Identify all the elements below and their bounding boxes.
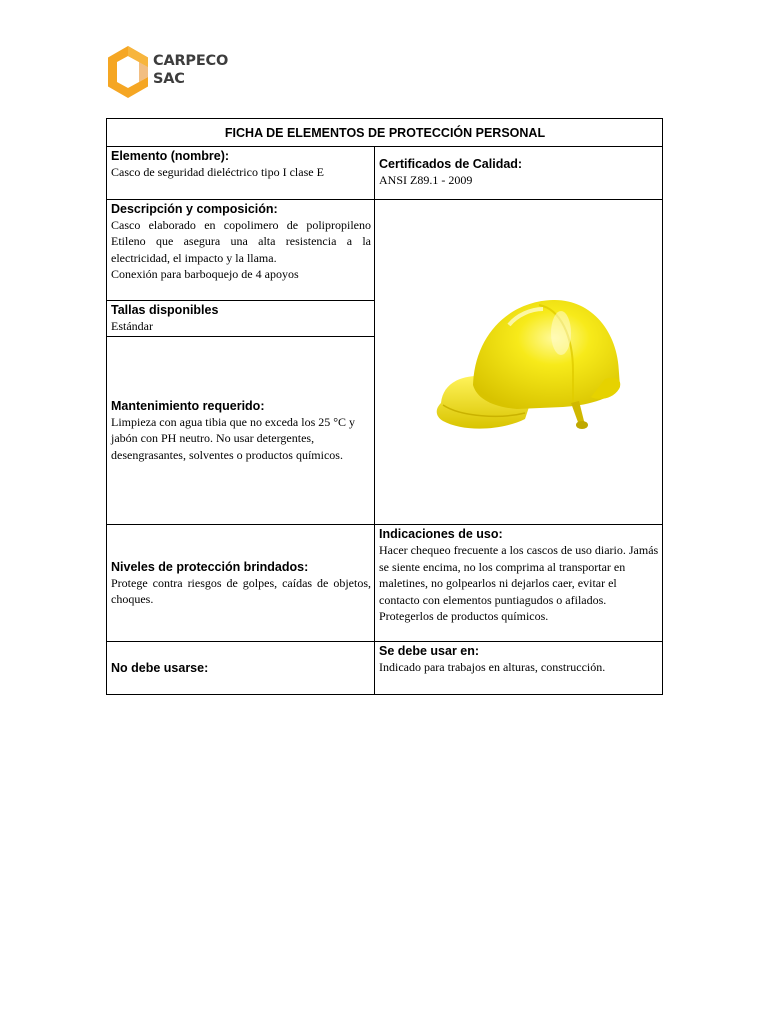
se-debe-cell xyxy=(375,642,663,695)
certificados-cell xyxy=(375,147,663,200)
indicaciones-cell xyxy=(375,525,663,642)
descripcion-cell xyxy=(107,200,375,301)
niveles-cell xyxy=(107,525,375,642)
elemento-value: Casco de seguridad dieléctrico tipo I clase E xyxy=(111,165,324,179)
tallas-label: Tallas disponibles xyxy=(111,303,219,317)
descripcion-value: Casco elaborado en copolimero de polipropileno Etileno que asegura una alta resistencia a la electricidad, el impacto y la llama. xyxy=(111,218,371,265)
company-name-line2: SAC xyxy=(153,71,185,87)
descripcion-label: Descripción y composición: xyxy=(111,202,278,216)
indicaciones-value-2: Protegerlos de productos químicos. xyxy=(379,609,549,624)
company-name-line1: CARPECO xyxy=(153,53,229,69)
certificados-label: Certificados de Calidad: xyxy=(379,157,523,172)
safety-helmet-image xyxy=(413,275,625,445)
elemento-label: Elemento (nombre): xyxy=(111,149,230,163)
tallas-value: Estándar xyxy=(111,319,153,333)
indicaciones-value: Hacer chequeo frecuente a los cascos de uso diario. Jamás se siente encima, no los comprima al transportar en maletines, no golpearlos ni dejarlos caer, evitar el contacto con elementos puntiagudos o afilados. xyxy=(379,543,659,607)
company-logo xyxy=(106,44,246,102)
company-name xyxy=(153,52,228,88)
tallas-cell xyxy=(107,301,375,337)
no-debe-cell xyxy=(107,642,375,695)
sheet-title: FICHA DE ELEMENTOS DE PROTECCIÓN PERSONAL xyxy=(107,119,663,147)
mantenimiento-cell xyxy=(107,337,375,525)
no-debe-label: No debe usarse: xyxy=(111,660,209,675)
product-image-cell xyxy=(375,200,663,525)
indicaciones-label: Indicaciones de uso: xyxy=(379,527,503,542)
niveles-value: Protege contra riesgos de golpes, caídas de objetos, choques. xyxy=(111,575,371,606)
mantenimiento-label: Mantenimiento requerido: xyxy=(111,398,265,413)
niveles-label: Niveles de protección brindados: xyxy=(111,559,309,574)
carpeco-logo-icon xyxy=(106,44,150,100)
certificados-value: ANSI Z89.1 - 2009 xyxy=(379,173,473,188)
elemento-cell xyxy=(107,147,375,200)
ppe-data-sheet xyxy=(106,118,663,695)
se-debe-label: Se debe usar en: xyxy=(379,644,480,659)
descripcion-value-2: Conexión para barboquejo de 4 apoyos xyxy=(111,267,299,282)
se-debe-value: Indicado para trabajos en alturas, construcción. xyxy=(379,660,606,675)
mantenimiento-value: Limpieza con agua tibia que no exceda los 25 °C y jabón con PH neutro. No usar detergentes, desengrasantes, solventes o productos químicos. xyxy=(111,414,356,462)
